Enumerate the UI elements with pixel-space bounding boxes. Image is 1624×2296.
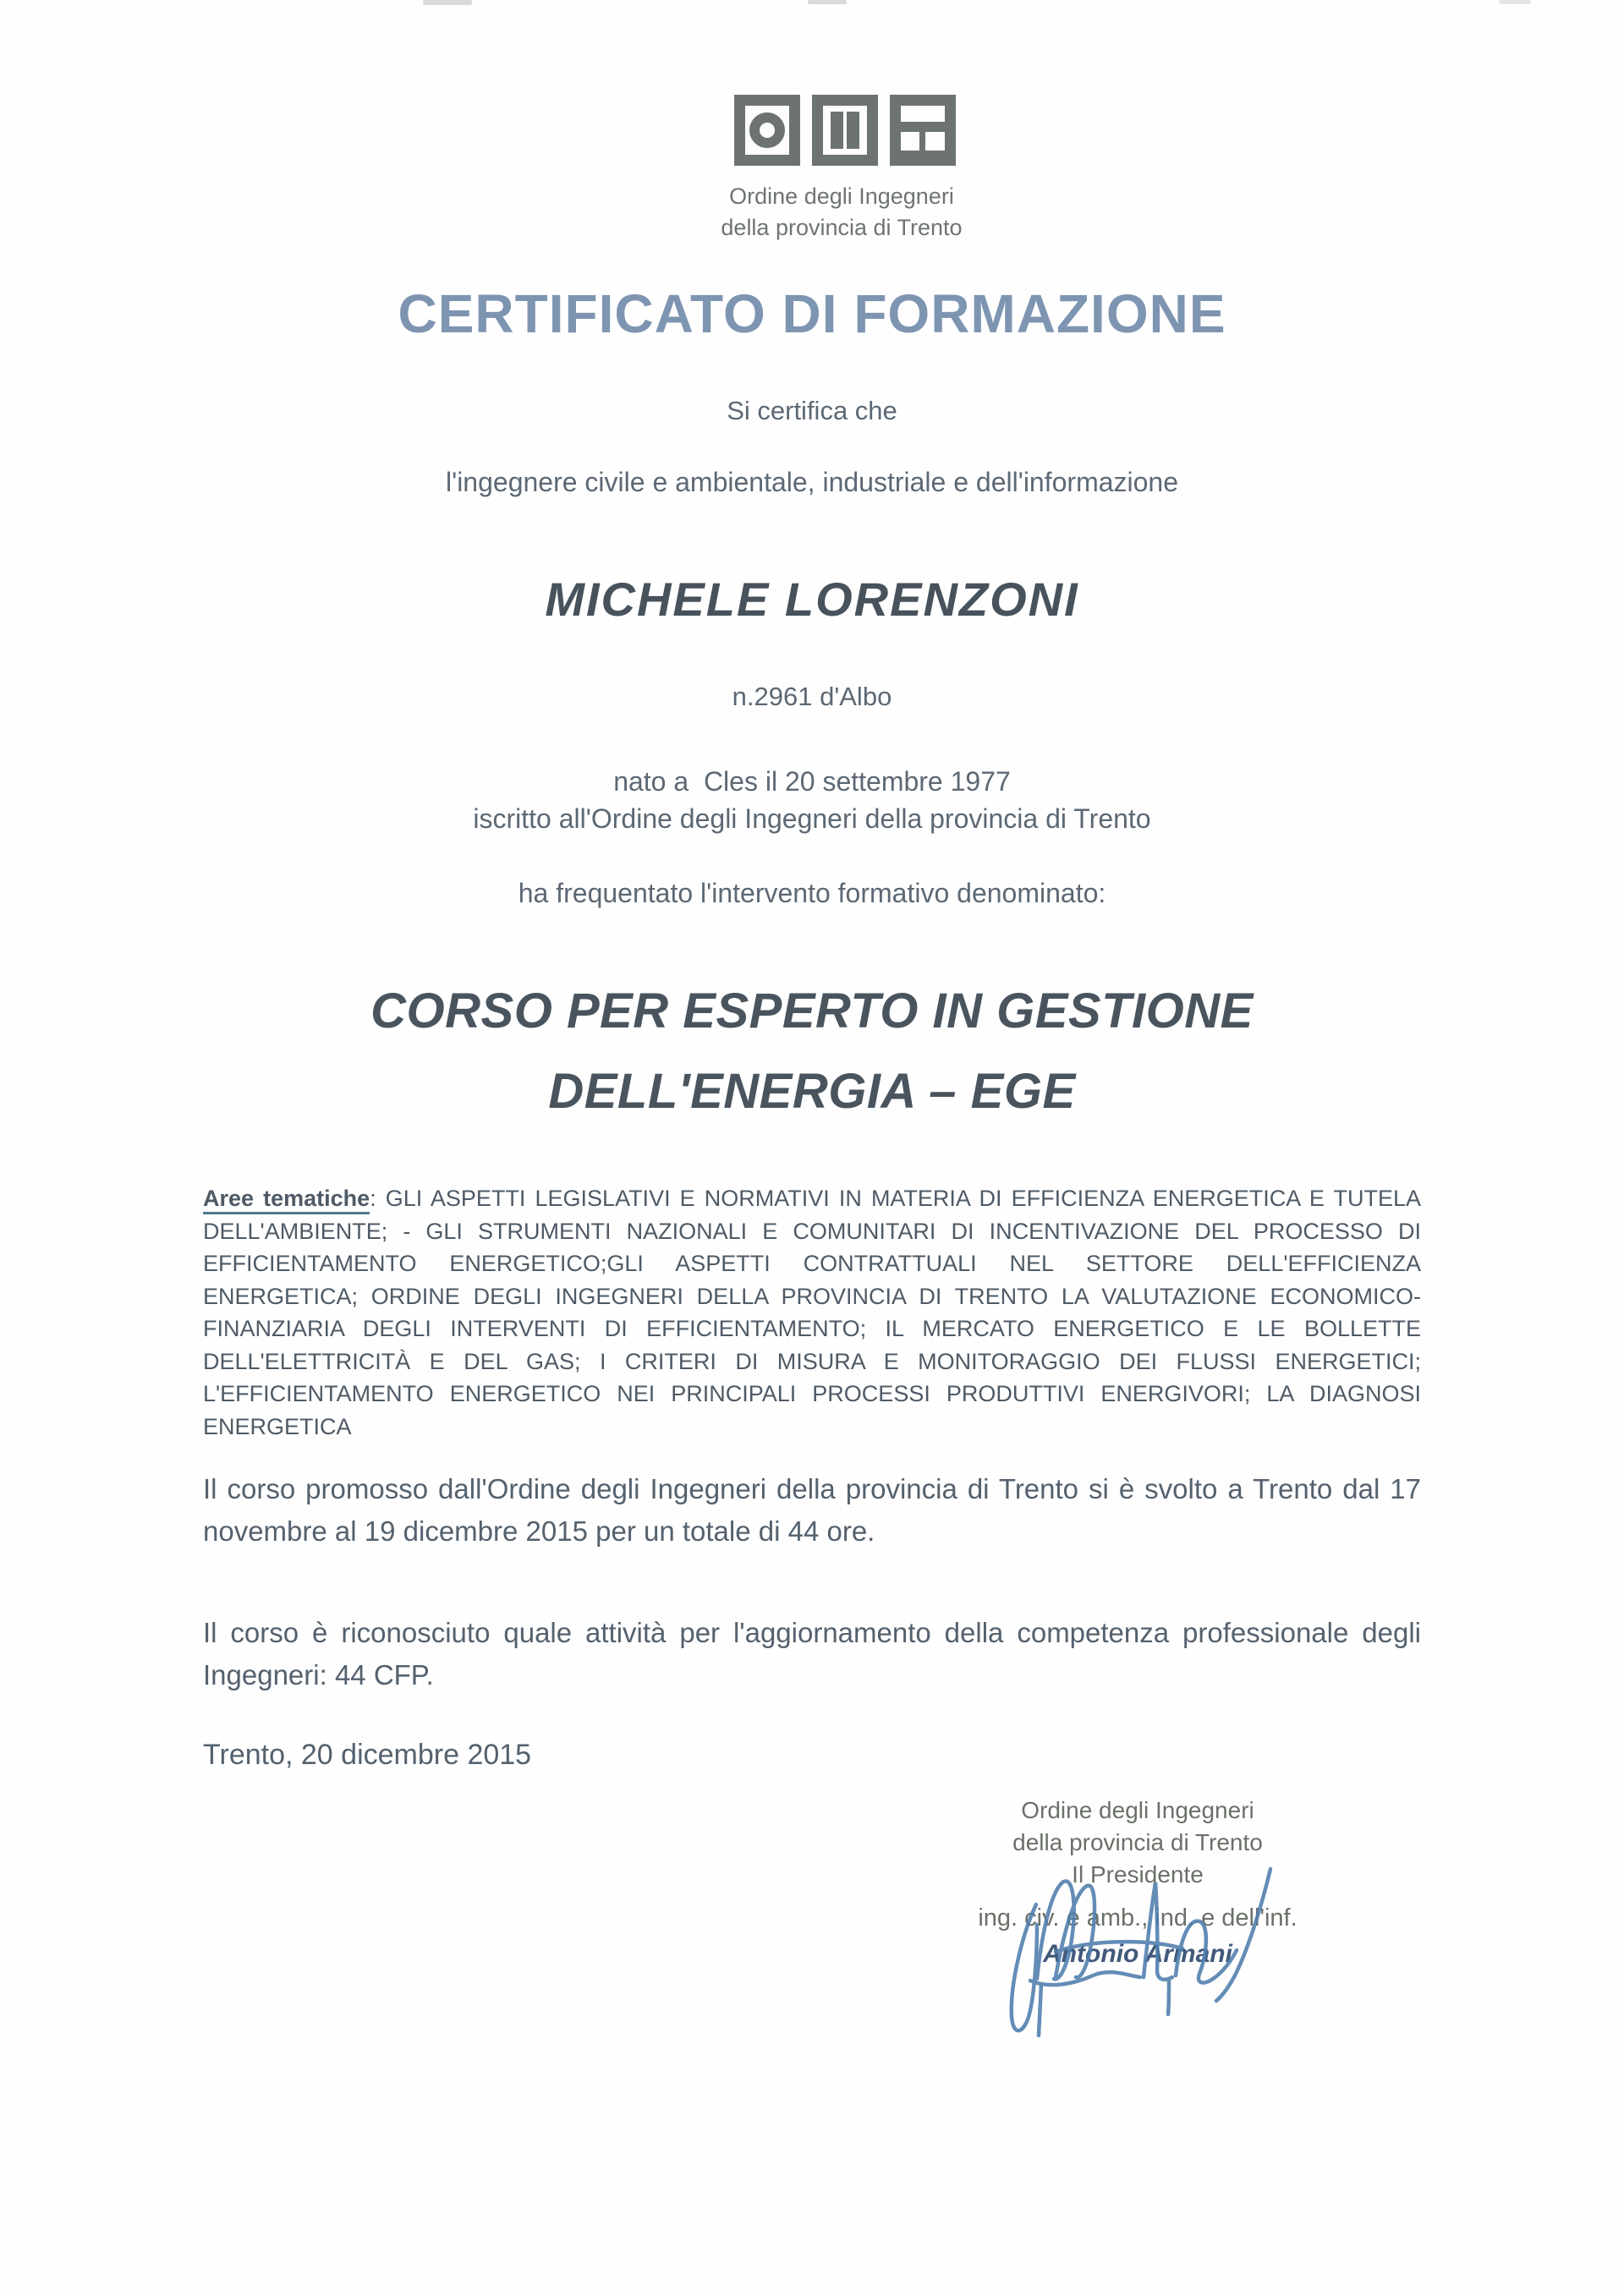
course-title (0, 971, 1624, 1132)
signer-qualification: ing. civ. e amb., ind. e dell'inf. (978, 1904, 1298, 1932)
signature-org-line2: della provincia di Trento (1012, 1829, 1263, 1855)
attended-line: ha frequentato l'intervento formativo denominato: (518, 878, 1106, 908)
handwritten-signature (956, 1844, 1311, 2106)
logo-org-line1: Ordine degli Ingegneri (729, 184, 954, 209)
cfp-paragraph: Il corso è riconosciuto quale attività per l'aggiornamento della competenza professionale degli Ingegneri: 44 CFP. (203, 1617, 1421, 1690)
square-columns-icon (812, 95, 878, 166)
scan-artifact (423, 0, 472, 5)
order-of-engineers-logo (734, 95, 956, 166)
course-title-line2: DELL'ENERGIA – EGE (548, 1064, 1076, 1119)
topics-label: Aree tematiche (203, 1186, 370, 1214)
birth-line: nato a Cles il 20 settembre 1977 (613, 766, 1011, 797)
certify-line: Si certifica che (727, 396, 897, 425)
certificate-title: CERTIFICATO DI FORMAZIONE (398, 283, 1226, 344)
course-title-line1: CORSO PER ESPERTO IN GESTIONE (370, 984, 1254, 1038)
logo-org-line2: della provincia di Trento (721, 215, 963, 240)
square-grid-icon (890, 95, 956, 166)
enrollment-line: iscritto all'Ordine degli Ingegneri della provincia di Trento (473, 803, 1151, 834)
register-number: n.2961 d'Albo (732, 682, 892, 711)
scan-artifact (1499, 0, 1531, 4)
scan-artifact (808, 0, 847, 4)
engineer-category-line: l'ingegnere civile e ambientale, industriale e dell'informazione (445, 467, 1179, 497)
square-ring-icon (734, 95, 800, 166)
signature-role: Il Presidente (1072, 1861, 1204, 1888)
course-info-paragraph: Il corso promosso dall'Ordine degli Ingegneri della provincia di Trento si è svolto a Trento dal 17 novembre al 19 dicembre 2015 per un totale di 44 ore. (203, 1473, 1421, 1547)
topics-text: GLI ASPETTI LEGISLATIVI E NORMATIVI IN MATERIA DI EFFICIENZA ENERGETICA E TUTELA DELL'AMBIENTE; - GLI STRUMENTI NAZIONALI E COMUNITARI DI INCENTIVAZIONE DEL PROCESSO DI EFFICIENTAMENTO ENERGETICO;GLI ASPETTI CONTRATTUALI NEL SETTORE DELL'EFFICIENZA ENERGETICA; ORDINE DEGLI INGEGNERI DELLA PROVINCIA DI TRENTO LA VALUTAZIONE ECONOMICO-FINANZIARIA DEGLI INTERVENTI DI EFFICIENTAMENTO; IL MERCATO ENERGETICO E LE BOLLETTE DELL'ELETTRICITÀ E DEL GAS; I CRITERI DI MISURA E MONITORAGGIO DEI FLUSSI ENERGETICI; L'EFFICIENTAMENTO ENERGETICO NEI PRINCIPALI PROCESSI PRODUTTIVI ENERGIVORI; LA DIAGNOSI ENERGETICA (203, 1186, 1421, 1439)
certificate-holder-name: MICHELE LORENZONI (545, 573, 1079, 626)
topics-separator: : (370, 1186, 386, 1211)
signer-printed-name: Antonio Armani (1043, 1940, 1232, 1968)
logo-caption (630, 181, 1053, 244)
signature-org-line1: Ordine degli Ingegneri (1021, 1797, 1254, 1823)
place-date-line: Trento, 20 dicembre 2015 (203, 1739, 532, 1771)
topics-paragraph (203, 1182, 1421, 1443)
